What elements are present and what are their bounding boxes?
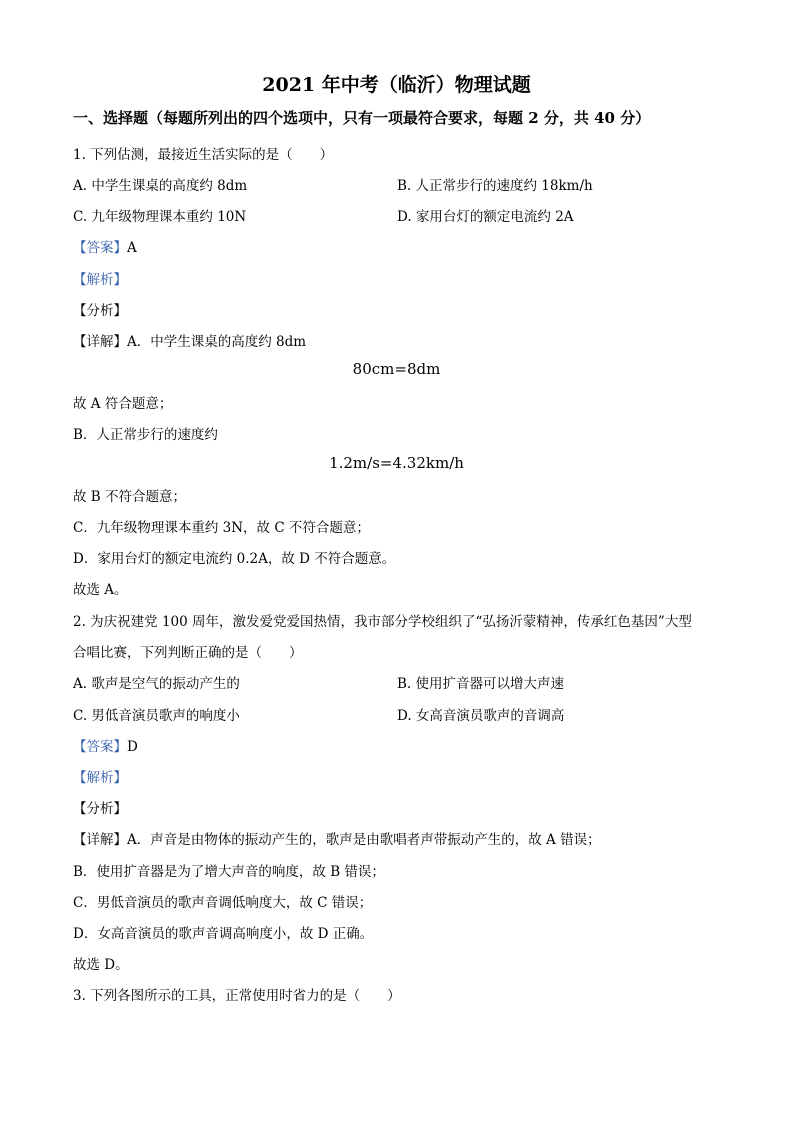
question-1-formula-a: 80cm=8dm xyxy=(352,360,441,378)
detail-tag: 【详解】 xyxy=(73,334,127,350)
question-2-choose: 故选 D。 xyxy=(73,957,129,973)
question-2-fenxi-tag: 【分析】 xyxy=(73,801,127,817)
question-1-option-c: C. 九年级物理课本重约 10N xyxy=(73,209,247,225)
question-2-detail-c: C．男低音演员的歌声音调低响度大，故 C 错误； xyxy=(73,895,373,911)
question-1-detail-a xyxy=(73,330,306,350)
question-1-detail-b: B．人正常步行的速度约 xyxy=(73,427,218,443)
question-2-detail-b: B．使用扩音器是为了增大声音的响度，故 B 错误； xyxy=(73,864,385,880)
question-1-conclude-b: 故 B 不符合题意； xyxy=(73,489,187,505)
answer-tag: 【答案】 xyxy=(73,739,127,755)
question-2-stem-line-1: 2. 为庆祝建党 100 周年，激发爱党爱国热情，我市部分学校组织了“弘扬沂蒙精神，传承红色基因”大型 xyxy=(73,614,692,630)
question-3-stem: 3. 下列各图所示的工具，正常使用时省力的是（ ） xyxy=(73,988,401,1004)
question-1-fenxi-tag: 【分析】 xyxy=(73,303,127,319)
page-title: 2021 年中考（临沂）物理试题 xyxy=(262,74,531,96)
question-2-stem-line-2: 合唱比赛，下列判断正确的是（ ） xyxy=(73,645,303,661)
detail-text: A．声音是由物体的振动产生的，歌声是由歌唱者声带振动产生的，故 A 错误； xyxy=(127,832,601,848)
question-1-analysis-tag: 【解析】 xyxy=(73,272,127,288)
question-1-formula-b: 1.2m/s=4.32km/h xyxy=(329,454,464,472)
question-1-stem: 1. 下列估测，最接近生活实际的是（ ） xyxy=(73,147,334,163)
question-1-conclude-a: 故 A 符合题意； xyxy=(73,396,173,412)
answer-value: D xyxy=(127,739,138,755)
question-2-option-b: B. 使用扩音器可以增大声速 xyxy=(397,676,565,692)
question-1-answer xyxy=(73,236,137,256)
question-2-detail-d: D．女高音演员的歌声音调高响度小，故 D 正确。 xyxy=(73,926,374,942)
question-1-choose: 故选 A。 xyxy=(73,582,128,598)
question-2-option-a: A. 歌声是空气的振动产生的 xyxy=(73,676,240,692)
section-heading: 一、选择题（每题所列出的四个选项中，只有一项最符合要求，每题 2 分，共 40 分） xyxy=(73,109,651,127)
question-1-option-d: D. 家用台灯的额定电流约 2A xyxy=(397,209,574,225)
question-1-detail-c: C．九年级物理课本重约 3N，故 C 不符合题意； xyxy=(73,520,370,536)
question-2-answer xyxy=(73,735,138,755)
question-1-option-a: A. 中学生课桌的高度约 8dm xyxy=(73,178,248,194)
question-1-detail-d: D．家用台灯的额定电流约 0.2A，故 D 不符合题意。 xyxy=(73,551,396,567)
question-1-option-b: B. 人正常步行的速度约 18km/h xyxy=(397,178,593,194)
answer-value: A xyxy=(127,240,137,256)
answer-tag: 【答案】 xyxy=(73,240,127,256)
question-2-detail-a xyxy=(73,828,601,848)
detail-tag: 【详解】 xyxy=(73,832,127,848)
question-2-option-c: C. 男低音演员歌声的响度小 xyxy=(73,708,240,724)
question-2-option-d: D. 女高音演员歌声的音调高 xyxy=(397,708,565,724)
detail-text: A．中学生课桌的高度约 8dm xyxy=(127,334,307,350)
question-2-analysis-tag: 【解析】 xyxy=(73,770,127,786)
